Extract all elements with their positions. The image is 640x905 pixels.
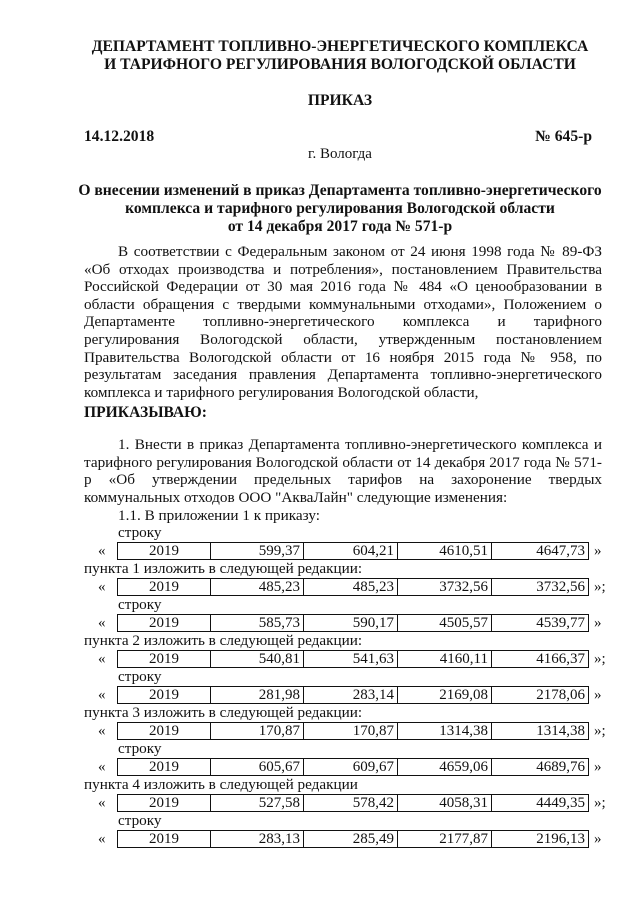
- table-cell: 527,58: [211, 795, 304, 812]
- table-cell: 285,49: [304, 831, 398, 848]
- table-cell: 281,98: [211, 687, 304, 704]
- close-quote: »;: [594, 723, 606, 739]
- table-cell: 3732,56: [398, 579, 492, 596]
- table-cell: 485,23: [304, 579, 398, 596]
- close-quote: »;: [594, 651, 606, 667]
- preamble-text: В соответствии с Федеральным законом от 24 июня 1998 года № 89-ФЗ «Об отходах производства и потребления», постановлением Правительства Российской Федерации от 30 мая 2016 года № 484 «О ценообразовании в области обращения с твердыми коммунальными отходами», Положением о Департаменте топливно-энергетического комплекса и тарифного регулирования Вологодской области, утвержденным постановлением Правительства Вологодской области от 16 ноября 2015 года № 958, по результатам заседания правления Департамента топливно-энергетического комплекса и тарифного регулирования Вологодской области,: [84, 243, 602, 401]
- table-cell: 4058,31: [398, 795, 492, 812]
- table-cell: 1314,38: [398, 723, 492, 740]
- table-cell: 2019: [118, 723, 211, 740]
- table-cell: 604,21: [304, 543, 398, 560]
- open-quote: «: [98, 543, 106, 559]
- point-4-label: пункта 4 изложить в следующей редакции: [84, 776, 358, 793]
- table-cell: 283,14: [304, 687, 398, 704]
- table-cell: 2019: [118, 795, 211, 812]
- table-cell: 3732,56: [492, 579, 589, 596]
- tariff-table: [117, 830, 589, 848]
- table-cell: 4647,73: [492, 543, 589, 560]
- open-quote: «: [98, 615, 106, 631]
- open-quote: «: [98, 759, 106, 775]
- table-cell: 585,73: [211, 615, 304, 632]
- org-name-line1: ДЕПАРТАМЕНТ ТОПЛИВНО-ЭНЕРГЕТИЧЕСКОГО КОМПЛЕКСА: [91, 38, 589, 55]
- order-word: ПРИКАЗЫВАЮ:: [84, 404, 207, 421]
- open-quote: «: [98, 687, 106, 703]
- table-cell: 4689,76: [492, 759, 589, 776]
- table-cell: 2019: [118, 651, 211, 668]
- table-cell: 605,67: [211, 759, 304, 776]
- close-quote: »: [594, 615, 602, 631]
- order-number: № 645-р: [535, 128, 592, 145]
- preamble: [84, 243, 602, 401]
- subject-line2: комплекса и тарифного регулирования Вологодской области: [125, 200, 555, 217]
- row-label: строку: [118, 524, 162, 541]
- point-1-label: пункта 1 изложить в следующей редакции:: [84, 560, 363, 577]
- table-cell: 2178,06: [492, 687, 589, 704]
- close-quote: »: [594, 543, 602, 559]
- table-cell: 2019: [118, 543, 211, 560]
- table-cell: 2019: [118, 687, 211, 704]
- table-cell: 590,17: [304, 615, 398, 632]
- city: г. Вологда: [308, 146, 372, 162]
- item-1-1: 1.1. В приложении 1 к приказу:: [118, 507, 320, 524]
- point-2-label: пункта 2 изложить в следующей редакции:: [84, 632, 363, 649]
- table-cell: 4166,37: [492, 651, 589, 668]
- row-label: строку: [118, 596, 162, 613]
- point-3-label: пункта 3 изложить в следующей редакции:: [84, 704, 363, 721]
- tariff-table: [117, 650, 589, 668]
- table-cell: 170,87: [304, 723, 398, 740]
- table-cell: 2019: [118, 831, 211, 848]
- close-quote: »: [594, 687, 602, 703]
- table-row: [118, 615, 589, 632]
- table-row: [118, 687, 589, 704]
- item-1: [84, 436, 602, 506]
- tariff-table: [117, 614, 589, 632]
- table-row: [118, 795, 589, 812]
- table-row: [118, 651, 589, 668]
- row-label: строку: [118, 812, 162, 829]
- doc-type: ПРИКАЗ: [307, 92, 373, 109]
- table-cell: 170,87: [211, 723, 304, 740]
- subject-line1: О внесении изменений в приказ Департамента топливно-энергетического: [78, 182, 602, 199]
- close-quote: »;: [594, 795, 606, 811]
- tariff-table: [117, 542, 589, 560]
- table-cell: 283,13: [211, 831, 304, 848]
- tariff-table: [117, 686, 589, 704]
- subject-line3: от 14 декабря 2017 года № 571-р: [227, 218, 453, 235]
- order-date: 14.12.2018: [84, 128, 155, 145]
- table-cell: 4449,35: [492, 795, 589, 812]
- table-cell: 541,63: [304, 651, 398, 668]
- tariff-table: [117, 722, 589, 740]
- table-cell: 4505,57: [398, 615, 492, 632]
- table-cell: 4659,06: [398, 759, 492, 776]
- table-cell: 2169,08: [398, 687, 492, 704]
- table-cell: 609,67: [304, 759, 398, 776]
- table-cell: 540,81: [211, 651, 304, 668]
- tariff-table: [117, 794, 589, 812]
- row-label: строку: [118, 740, 162, 757]
- table-cell: 4539,77: [492, 615, 589, 632]
- open-quote: «: [98, 651, 106, 667]
- open-quote: «: [98, 723, 106, 739]
- tariff-table: [117, 758, 589, 776]
- org-name-line2: И ТАРИФНОГО РЕГУЛИРОВАНИЯ ВОЛОГОДСКОЙ ОБЛАСТИ: [104, 56, 576, 73]
- table-cell: 2019: [118, 615, 211, 632]
- table-cell: 4160,11: [398, 651, 492, 668]
- open-quote: «: [98, 831, 106, 847]
- table-cell: 2019: [118, 579, 211, 596]
- close-quote: »: [594, 831, 602, 847]
- table-cell: 2177,87: [398, 831, 492, 848]
- table-row: [118, 723, 589, 740]
- item-1-text: 1. Внести в приказ Департамента топливно-энергетического комплекса и тарифного регулирования Вологодской области от 14 декабря 2017 года № 571-р «Об утверждении предельных тарифов на захоронение твердых коммунальных отходов ООО "АкваЛайн" следующие изменения:: [84, 436, 602, 506]
- close-quote: »;: [594, 579, 606, 595]
- table-cell: 4610,51: [398, 543, 492, 560]
- close-quote: »: [594, 759, 602, 775]
- table-cell: 485,23: [211, 579, 304, 596]
- table-row: [118, 759, 589, 776]
- table-cell: 578,42: [304, 795, 398, 812]
- open-quote: «: [98, 579, 106, 595]
- tariff-table: [117, 578, 589, 596]
- table-cell: 599,37: [211, 543, 304, 560]
- row-label: строку: [118, 668, 162, 685]
- open-quote: «: [98, 795, 106, 811]
- table-cell: 1314,38: [492, 723, 589, 740]
- table-cell: 2019: [118, 759, 211, 776]
- table-row: [118, 543, 589, 560]
- table-row: [118, 831, 589, 848]
- table-row: [118, 579, 589, 596]
- table-cell: 2196,13: [492, 831, 589, 848]
